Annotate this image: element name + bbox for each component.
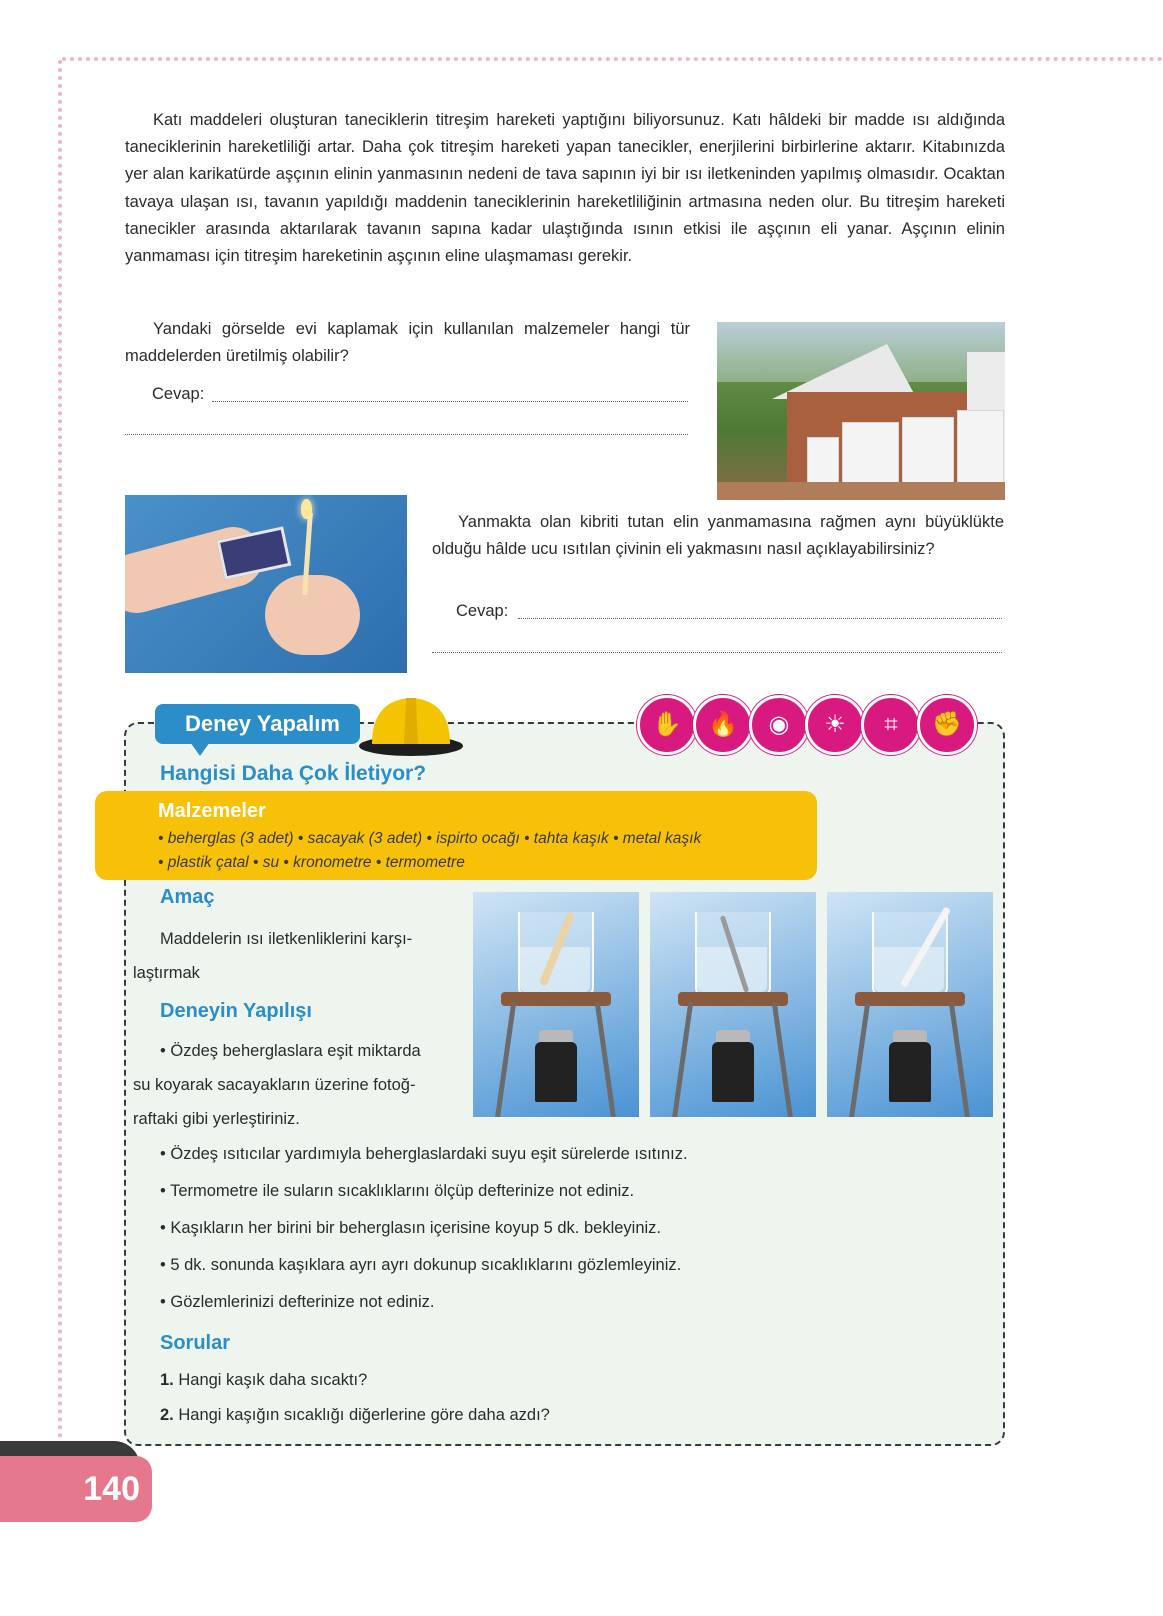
tag-pointer bbox=[190, 742, 210, 756]
intro-paragraph: Katı maddeleri oluşturan taneciklerin titreşim hareketi yaptığını biliyorsunuz. Katı hâldeki bir madde ısı aldığında taneciklerinin hareketliliği artar. Daha çok titreşim hareketi yapan tanecikler, enerjilerini birbirlerine aktarır. Kitabınızda yer alan karikatürde aşçının elinin yanmasının nedeni de tava sapının iyi bir ısı iletkeninden yapılmış olmasıdır. Ocaktan tavaya ulaşan ısı, tavanın yapıldığı maddenin taneciklerinin hareketliliğinin artmasına neden olur. Bu titreşim hareketi tanecikler arasında aktarılarak tavanın sapına kadar ulaştığında ısının etkisi ile aşçının eli yanar. Aşçının elinin yanmaması için titreşim hareketinin aşçının eline ulaşmaması gerekir. bbox=[125, 111, 1005, 266]
answer-line-house-2[interactable] bbox=[125, 434, 688, 435]
aim-title: Amaç bbox=[160, 886, 215, 908]
experiment-photo-plastic-fork bbox=[827, 892, 993, 1117]
experiment-photo-metal-spoon bbox=[650, 892, 816, 1117]
materials-title: Malzemeler bbox=[158, 800, 266, 822]
experiment-question bbox=[160, 1371, 367, 1390]
goggles-icon: ◉ bbox=[749, 695, 809, 755]
experiment-tag: Deney Yapalım bbox=[155, 704, 360, 744]
procedure-step: • Termometre ile suların sıcaklıklarını ölçüp defterinize not ediniz. bbox=[160, 1182, 635, 1200]
materials-box bbox=[95, 791, 817, 880]
answer-label-house: Cevap: bbox=[152, 385, 205, 403]
question-house-text: Yandaki görselde evi kaplamak için kullanılan malzemeler hangi tür maddelerden üretilmiş olabilir? bbox=[125, 320, 690, 366]
house-insulation-photo bbox=[717, 322, 1005, 500]
procedure-line-1: • Özdeş beherglaslara eşit miktarda bbox=[160, 1042, 421, 1060]
hot-hazard-icon: ☀ bbox=[805, 695, 865, 755]
experiment-title: Hangisi Daha Çok İletiyor? bbox=[160, 762, 427, 785]
hard-hat-icon bbox=[358, 690, 464, 760]
procedure-title: Deneyin Yapılışı bbox=[160, 1000, 312, 1022]
question-match-text: Yanmakta olan kibriti tutan elin yanmamasına rağmen aynı büyüklükte olduğu hâlde ucu ısıtılan çivinin eli yakmasını nasıl açıklayabilirsiniz? bbox=[432, 513, 1004, 559]
experiment-question bbox=[160, 1406, 550, 1425]
glove-icon: ✊ bbox=[917, 695, 977, 755]
measuring-icon: ⌗ bbox=[861, 695, 921, 755]
question-text: Hangi kaşığın sıcaklığı diğerlerine göre daha azdı? bbox=[178, 1406, 550, 1424]
aim-line-1: Maddelerin ısı iletkenliklerini karşı- bbox=[160, 930, 413, 948]
question-text: Hangi kaşık daha sıcaktı? bbox=[178, 1371, 368, 1389]
procedure-step: • Özdeş ısıtıcılar yardımıyla beherglaslardaki suyu eşit sürelerde ısıtınız. bbox=[160, 1145, 688, 1163]
experiment-photo-wooden-spoon bbox=[473, 892, 639, 1117]
aim-line-2: laştırmak bbox=[133, 964, 200, 982]
materials-line-1: • beherglas (3 adet) • sacayak (3 adet) • ispirto ocağı • tahta kaşık • metal kaşık bbox=[158, 830, 702, 847]
decorative-dotted-border-left bbox=[58, 60, 62, 1455]
page-number-tab bbox=[0, 1456, 152, 1522]
hand-wash-icon: ✋ bbox=[637, 695, 697, 755]
procedure-step: • 5 dk. sonunda kaşıklara ayrı ayrı dokunup sıcaklıklarını gözlemleyiniz. bbox=[160, 1256, 682, 1274]
questions-title: Sorular bbox=[160, 1332, 231, 1354]
answer-line-match-1[interactable] bbox=[518, 618, 1002, 619]
procedure-line-2: su koyarak sacayakların üzerine fotoğ- bbox=[133, 1076, 416, 1094]
question-number: 1. bbox=[160, 1371, 174, 1389]
question-number: 2. bbox=[160, 1406, 174, 1424]
page-number: 140 bbox=[83, 1470, 140, 1508]
fire-warning-icon: 🔥 bbox=[693, 695, 753, 755]
decorative-dotted-border-top bbox=[62, 57, 1163, 61]
procedure-step: • Gözlemlerinizi defterinize not ediniz. bbox=[160, 1293, 435, 1311]
materials-line-2: • plastik çatal • su • kronometre • termometre bbox=[158, 854, 465, 871]
answer-line-match-2[interactable] bbox=[432, 652, 1002, 653]
burning-match-photo bbox=[125, 495, 407, 673]
answer-line-house-1[interactable] bbox=[212, 401, 688, 402]
answer-label-match: Cevap: bbox=[456, 602, 509, 620]
procedure-step: • Kaşıkların her birini bir beherglasın içerisine koyup 5 dk. bekleyiniz. bbox=[160, 1219, 662, 1237]
procedure-line-3: raftaki gibi yerleştiriniz. bbox=[133, 1110, 300, 1128]
